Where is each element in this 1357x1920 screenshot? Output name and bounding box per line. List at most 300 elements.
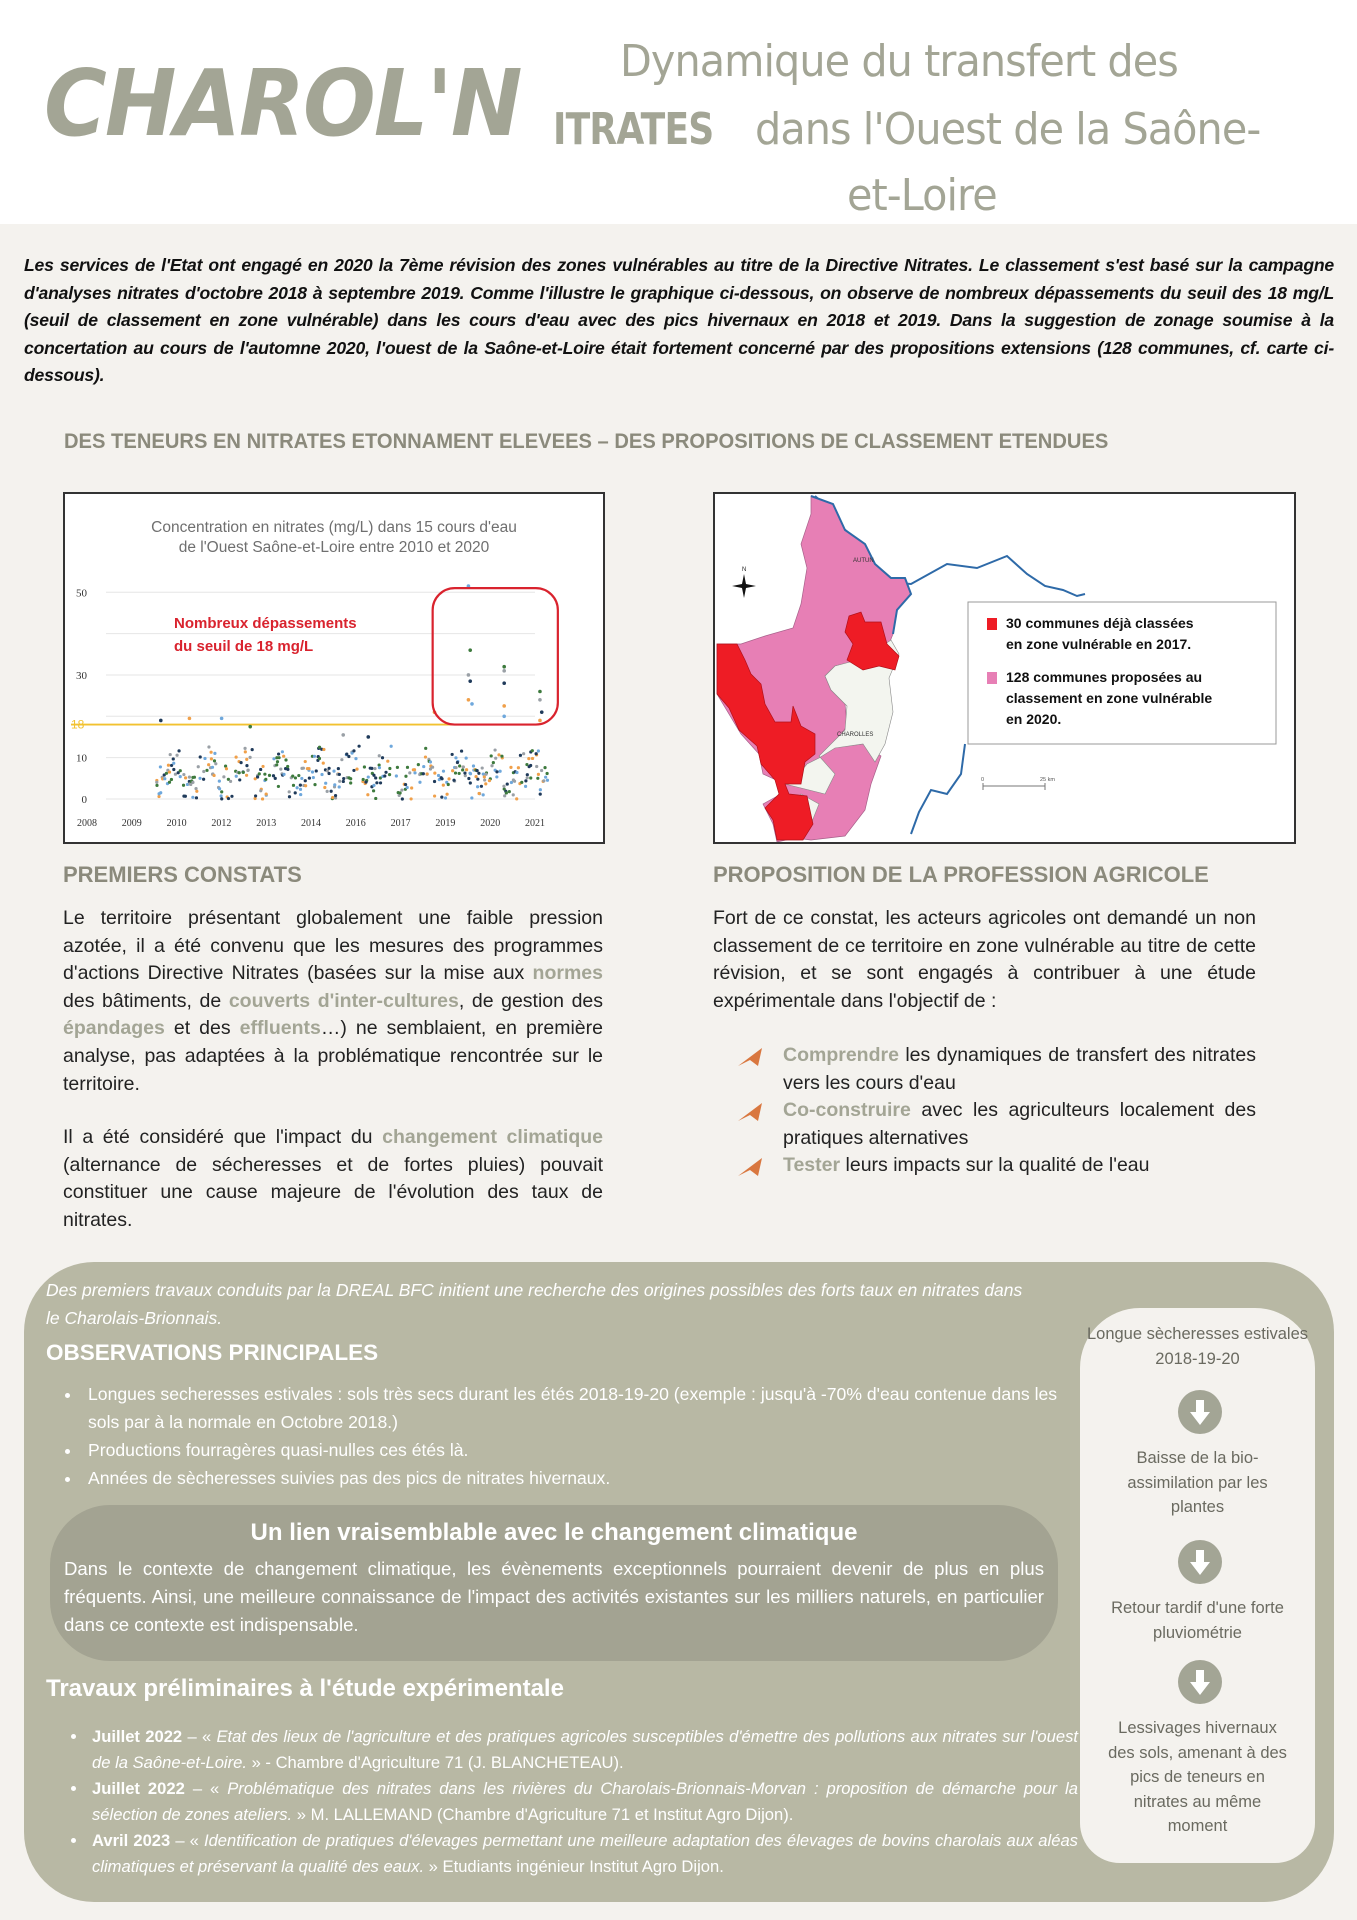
data-point bbox=[322, 762, 325, 765]
data-point bbox=[488, 779, 491, 782]
data-point bbox=[367, 775, 370, 778]
data-point bbox=[155, 784, 158, 787]
legend-proposed-line1: 128 communes proposées au bbox=[1006, 669, 1203, 685]
data-point bbox=[191, 796, 194, 799]
data-point-peak bbox=[366, 735, 370, 739]
data-point bbox=[536, 777, 539, 780]
travaux-date: Juillet 2022 bbox=[92, 1727, 183, 1746]
observations-list bbox=[54, 1380, 1072, 1492]
data-point bbox=[482, 772, 485, 775]
proposition-text: Fort de ce constat, les acteurs agricoles ont demandé un non classement de ce territoire en zone vulnérable au titre de cette révision, et se sont engagés à contribuer à une étude expérimentale dans l'objectif de : bbox=[713, 907, 1256, 1012]
objective-keyword: Co-construire bbox=[783, 1099, 911, 1122]
data-point bbox=[302, 767, 305, 770]
data-point bbox=[312, 776, 315, 779]
river-line-east bbox=[911, 744, 965, 834]
scale-end-label: 25 km bbox=[1040, 777, 1055, 783]
data-point bbox=[422, 765, 425, 768]
data-point bbox=[277, 785, 280, 788]
data-point bbox=[451, 753, 454, 756]
data-point bbox=[299, 788, 302, 791]
data-point bbox=[199, 755, 202, 758]
data-point bbox=[297, 774, 300, 777]
data-point bbox=[213, 759, 216, 762]
data-point bbox=[388, 773, 391, 776]
chart-title-line2: de l'Ouest Saône-et-Loire entre 2010 et 2020 bbox=[178, 539, 490, 556]
page-title-line2: dans l'Ouest de la Saône- bbox=[755, 104, 1261, 155]
data-point-peak bbox=[341, 733, 345, 737]
data-point bbox=[243, 747, 246, 750]
data-point bbox=[537, 749, 540, 752]
highlight-changement-climatique: changement climatique bbox=[382, 1126, 603, 1148]
data-point bbox=[535, 752, 538, 755]
data-point bbox=[210, 757, 213, 760]
data-point bbox=[370, 767, 373, 770]
data-point bbox=[424, 755, 427, 758]
data-point bbox=[324, 782, 327, 785]
data-point-peak bbox=[538, 698, 542, 702]
data-point bbox=[222, 775, 225, 778]
data-point bbox=[499, 770, 502, 773]
data-point bbox=[163, 777, 166, 780]
data-point bbox=[182, 784, 185, 787]
data-point bbox=[460, 749, 463, 752]
data-point bbox=[286, 768, 289, 771]
objective-text: leurs impacts sur la qualité de l'eau bbox=[840, 1154, 1150, 1177]
objective-keyword: Tester bbox=[783, 1154, 841, 1177]
data-point bbox=[447, 777, 450, 780]
data-point bbox=[512, 793, 515, 796]
intro-paragraph: Les services de l'Etat ont engagé en 2020 la 7ème révision des zones vulnérables au titre de la Directive Nitrates. Le classement s'est basé sur la campagne d'analyses nitrates d'octobre 2018 à septembre 2019. Comme l'illustre le graphique ci-dessous, on observe de nombreux dépassements du seuil des 18 mg/L (seuil de classement en zone vulnérable) dans les cours d'eau avec des pics hivernaux en 2018 et 2019. Dans la suggestion de zonage soumise à la concertation au cours de l'automne 2020, l'ouest de la Saône-et-Loire était fortement concerné par des propositions extensions (128 communes, cf. carte ci-dessous). bbox=[24, 255, 1334, 385]
data-point bbox=[452, 779, 455, 782]
text-run: des bâtiments, de bbox=[63, 989, 229, 1012]
data-point bbox=[159, 765, 162, 768]
data-point bbox=[363, 765, 366, 768]
data-point bbox=[323, 786, 326, 789]
city-label-autun: AUTUN bbox=[853, 558, 874, 564]
travaux-study-title: Problématique des nitrates dans les rivières du Charolais-Brionnais-Morvan : proposition de démarche pour la sélection de zones ateliers. bbox=[92, 1779, 1078, 1824]
data-point bbox=[212, 774, 215, 777]
data-point-peak bbox=[248, 725, 252, 729]
text-run: …) ne semblaient, en première analyse, pas adaptées à la problématique rencontrée sur le territoire. bbox=[63, 1017, 603, 1095]
data-point bbox=[461, 768, 464, 771]
data-point bbox=[467, 777, 470, 780]
data-point bbox=[502, 785, 505, 788]
data-point bbox=[454, 771, 457, 774]
data-point bbox=[165, 772, 168, 775]
data-point bbox=[169, 753, 172, 756]
objective-keyword: Comprendre bbox=[783, 1044, 899, 1066]
data-point bbox=[352, 749, 355, 752]
data-point bbox=[299, 793, 302, 796]
threshold-label: 18 bbox=[71, 717, 85, 732]
data-point bbox=[254, 794, 257, 797]
data-point bbox=[256, 775, 259, 778]
x-tick-label: 2012 bbox=[211, 818, 232, 829]
data-point bbox=[277, 756, 280, 759]
scale-bar bbox=[981, 777, 1055, 790]
data-point bbox=[274, 777, 277, 780]
data-point bbox=[184, 795, 187, 798]
legend-classified-line1: 30 communes déjà classées bbox=[1006, 615, 1194, 631]
data-point bbox=[203, 757, 206, 760]
data-point bbox=[338, 785, 341, 788]
data-point bbox=[469, 772, 472, 775]
data-point bbox=[383, 774, 386, 777]
data-point bbox=[424, 747, 427, 750]
data-point bbox=[292, 784, 295, 787]
data-point bbox=[484, 773, 487, 776]
data-point bbox=[431, 766, 434, 769]
data-point bbox=[458, 764, 461, 767]
data-point bbox=[304, 784, 307, 787]
data-point bbox=[195, 796, 198, 799]
data-point bbox=[191, 781, 194, 784]
data-point bbox=[395, 774, 398, 777]
brand-logo-text: CHAROL'N bbox=[44, 50, 521, 157]
travaux-item bbox=[88, 1724, 1078, 1776]
chart-annotation-line2: du seuil de 18 mg/L bbox=[174, 638, 314, 655]
arrow-bullet-icon bbox=[736, 1046, 764, 1068]
data-point bbox=[315, 769, 318, 772]
data-point bbox=[322, 748, 325, 751]
data-point bbox=[259, 789, 262, 792]
data-point bbox=[263, 773, 266, 776]
data-point bbox=[205, 769, 208, 772]
data-point bbox=[372, 789, 375, 792]
data-point bbox=[247, 769, 250, 772]
data-point bbox=[526, 776, 529, 779]
data-point bbox=[454, 766, 457, 769]
data-point bbox=[225, 767, 228, 770]
objectives-list bbox=[736, 1042, 1256, 1180]
data-point bbox=[429, 760, 432, 763]
city-label-charolles: CHAROLLES bbox=[837, 732, 874, 738]
data-point bbox=[264, 778, 267, 781]
data-point bbox=[508, 790, 511, 793]
data-point bbox=[202, 778, 205, 781]
arrow-bullet-icon bbox=[736, 1101, 764, 1123]
travaux-list bbox=[60, 1724, 1078, 1880]
data-point bbox=[519, 754, 522, 757]
down-arrow-icon bbox=[1178, 1660, 1222, 1704]
data-point bbox=[440, 796, 443, 799]
data-point-peak bbox=[502, 665, 506, 669]
data-point bbox=[167, 764, 170, 767]
data-point bbox=[481, 766, 484, 769]
data-point-peak bbox=[502, 704, 506, 708]
climate-link-text: Dans le contexte de changement climatique, les évènements exceptionnels pourraient devenir de plus en plus fréquents. Ainsi, une meilleure connaissance de l'impact des activités existantes sur les milliers naturels, en particulier dans ce contexte est indispensable. bbox=[64, 1558, 1044, 1635]
y-tick-label: 50 bbox=[76, 587, 87, 600]
page-title-line1: Dynamique du transfert des bbox=[620, 36, 1178, 87]
data-point bbox=[476, 769, 479, 772]
data-point bbox=[446, 793, 449, 796]
text-run: et des bbox=[164, 1017, 240, 1040]
data-point bbox=[272, 774, 275, 777]
section-heading: DES TENEURS EN NITRATES ETONNAMENT ELEVEES – DES PROPOSITIONS DE CLASSEMENT ETENDUES bbox=[64, 430, 1109, 453]
data-point bbox=[218, 787, 221, 790]
travaux-study-title: Identification de pratiques d'élevages permettant une meilleure adaptation des élevages de bovins charolais aux aléas climatiques et préservant la qualité des eaux. bbox=[92, 1831, 1078, 1876]
data-point bbox=[220, 790, 223, 793]
data-point bbox=[522, 752, 525, 755]
data-point bbox=[490, 764, 493, 767]
data-point bbox=[275, 763, 278, 766]
data-point bbox=[214, 762, 217, 765]
travaux-author: » Etudiants ingénieur Institut Agro Dijon. bbox=[424, 1857, 724, 1876]
data-point bbox=[373, 767, 376, 770]
data-point bbox=[349, 777, 352, 780]
data-point bbox=[413, 768, 416, 771]
travaux-study-title: Etat des lieux de l'agriculture et des pratiques agricoles susceptibles d'émettre des pollutions aux nitrates sur l'ouest de la Saône-et-Loire. bbox=[92, 1727, 1078, 1772]
data-point bbox=[258, 772, 261, 775]
data-point bbox=[526, 773, 529, 776]
data-point bbox=[509, 766, 512, 769]
data-point bbox=[318, 757, 321, 760]
data-point bbox=[515, 797, 518, 800]
data-point bbox=[458, 772, 461, 775]
page-header bbox=[0, 0, 1357, 224]
data-point bbox=[242, 771, 245, 774]
data-point bbox=[472, 764, 475, 767]
data-point bbox=[513, 780, 516, 783]
travaux-title: Travaux préliminaires à l'étude expérimentale bbox=[46, 1675, 564, 1702]
data-point bbox=[261, 765, 264, 768]
data-point bbox=[342, 777, 345, 780]
data-point bbox=[172, 762, 175, 765]
x-tick-label: 2009 bbox=[121, 818, 142, 829]
data-point bbox=[444, 796, 447, 799]
data-point bbox=[433, 794, 436, 797]
highlight-effluents: effluents bbox=[239, 1017, 321, 1040]
data-point bbox=[495, 770, 498, 773]
nitrate-chart bbox=[63, 492, 605, 844]
vulnerable-zone-map bbox=[713, 492, 1296, 844]
x-tick-label: 2010 bbox=[166, 818, 187, 829]
data-point bbox=[362, 778, 365, 781]
data-point bbox=[265, 792, 268, 795]
data-point bbox=[524, 779, 527, 782]
data-point bbox=[535, 765, 538, 768]
data-point bbox=[261, 797, 264, 800]
text-run: – « bbox=[182, 1727, 217, 1746]
data-point bbox=[540, 769, 543, 772]
x-tick-label: 2008 bbox=[77, 818, 97, 829]
data-point bbox=[372, 784, 375, 787]
highlight-box bbox=[433, 588, 558, 724]
data-point bbox=[307, 767, 310, 770]
data-point bbox=[413, 771, 416, 774]
observation-item: • Années de sècheresses suivies pas des pics de nitrates hivernaux. bbox=[82, 1464, 1072, 1492]
data-point-peak bbox=[502, 715, 506, 719]
map-canvas bbox=[715, 494, 1294, 842]
highlight-couverts: couverts d'inter-cultures bbox=[228, 989, 459, 1012]
data-point bbox=[476, 785, 479, 788]
data-point bbox=[259, 768, 262, 771]
data-point bbox=[506, 782, 509, 785]
objective-item bbox=[736, 1042, 1256, 1097]
data-point bbox=[282, 773, 285, 776]
data-point bbox=[497, 753, 500, 756]
data-point bbox=[465, 768, 468, 771]
data-point bbox=[433, 780, 436, 783]
travaux-date: Juillet 2022 bbox=[92, 1779, 185, 1798]
data-point bbox=[469, 781, 472, 784]
data-point-peak bbox=[538, 719, 542, 723]
travaux-date: Avril 2023 bbox=[92, 1831, 171, 1850]
data-point bbox=[463, 771, 466, 774]
data-point-peak bbox=[468, 679, 472, 683]
data-point bbox=[286, 765, 289, 768]
data-point bbox=[193, 776, 196, 779]
data-point bbox=[404, 783, 407, 786]
data-point bbox=[338, 780, 341, 783]
data-point bbox=[340, 758, 343, 761]
data-point bbox=[313, 783, 316, 786]
data-point bbox=[510, 781, 513, 784]
data-point bbox=[210, 751, 213, 754]
x-tick-label: 2017 bbox=[390, 818, 411, 829]
data-point bbox=[531, 757, 534, 760]
data-point bbox=[202, 770, 205, 773]
observations-intro: Des premiers travaux conduits par la DREAL BFC initient une recherche des origines possibles des forts taux en nitrates dans le Charolais-Brionnais. bbox=[46, 1280, 1023, 1328]
data-point bbox=[238, 771, 241, 774]
data-point bbox=[418, 781, 421, 784]
y-tick-label: 30 bbox=[76, 669, 87, 682]
data-point bbox=[396, 766, 399, 769]
x-tick-label: 2013 bbox=[256, 818, 277, 829]
climate-link-title: Un lien vraisemblable avec le changement climatique bbox=[250, 1519, 858, 1546]
data-point bbox=[230, 795, 233, 798]
data-point bbox=[462, 765, 465, 768]
data-point bbox=[159, 791, 162, 794]
data-point bbox=[527, 757, 530, 760]
data-point bbox=[544, 776, 547, 779]
data-point bbox=[503, 794, 506, 797]
down-arrow-icon bbox=[1178, 1540, 1222, 1584]
data-point bbox=[490, 754, 493, 757]
data-point bbox=[198, 777, 201, 780]
data-point bbox=[211, 766, 214, 769]
data-point-peak bbox=[540, 710, 544, 714]
data-point bbox=[524, 785, 527, 788]
data-point bbox=[245, 764, 248, 767]
data-point bbox=[454, 756, 457, 759]
data-point bbox=[442, 784, 445, 787]
data-point bbox=[333, 783, 336, 786]
data-point bbox=[320, 773, 323, 776]
data-point bbox=[410, 797, 413, 800]
flow-step: Lessivages hivernaux des sols, amenant à des pics de teneurs en nitrates au même moment bbox=[1108, 1719, 1287, 1835]
objective-text: les dynamiques de transfert des nitrates vers les cours d'eau bbox=[783, 1044, 1256, 1094]
data-point bbox=[442, 770, 445, 773]
data-point bbox=[311, 770, 314, 773]
data-point bbox=[194, 787, 197, 790]
causal-flow-panel bbox=[1080, 1308, 1315, 1863]
data-point-peak bbox=[502, 681, 506, 685]
data-point bbox=[197, 765, 200, 768]
objective-text: avec les agriculteurs localement des pratiques alternatives bbox=[783, 1099, 1256, 1149]
data-point bbox=[520, 781, 523, 784]
travaux-author: » M. LALLEMAND (Chambre d'Agriculture 71 et Institut Agro Dijon). bbox=[292, 1805, 794, 1824]
data-point bbox=[375, 781, 378, 784]
data-point bbox=[355, 767, 358, 770]
observations-title: OBSERVATIONS PRINCIPALES bbox=[46, 1340, 379, 1365]
data-point bbox=[546, 772, 549, 775]
data-point bbox=[465, 756, 468, 759]
data-point bbox=[531, 749, 534, 752]
data-point bbox=[272, 757, 275, 760]
data-point bbox=[182, 773, 185, 776]
data-point bbox=[218, 780, 221, 783]
data-point bbox=[426, 772, 429, 775]
y-tick-label: 10 bbox=[76, 752, 87, 765]
data-point bbox=[408, 771, 411, 774]
data-point bbox=[294, 791, 297, 794]
text-run: Il a été considéré que l'impact du bbox=[63, 1126, 383, 1148]
data-point bbox=[483, 778, 486, 781]
north-label: N bbox=[742, 567, 747, 573]
data-point bbox=[480, 785, 483, 788]
data-point-peak bbox=[538, 690, 542, 694]
data-point bbox=[207, 745, 210, 748]
data-point bbox=[235, 756, 238, 759]
legend-swatch-classified bbox=[987, 618, 997, 630]
travaux-author: » - Chambre d'Agriculture 71 (J. BLANCHETEAU). bbox=[246, 1753, 624, 1772]
data-point bbox=[245, 758, 248, 761]
travaux-item bbox=[88, 1828, 1078, 1880]
data-point bbox=[433, 772, 436, 775]
data-point bbox=[338, 773, 341, 776]
data-point bbox=[539, 793, 542, 796]
arrow-bullet-icon bbox=[736, 1156, 764, 1178]
y-tick-label: 0 bbox=[81, 794, 87, 806]
data-point bbox=[277, 752, 280, 755]
data-point bbox=[447, 783, 450, 786]
premiers-constats-p2 bbox=[63, 1124, 603, 1234]
data-point bbox=[245, 774, 248, 777]
data-point bbox=[179, 769, 182, 772]
data-point bbox=[349, 781, 352, 784]
data-point bbox=[299, 784, 302, 787]
text-run: Le territoire présentant globalement une faible pression azotée, il a été convenu que les mesures des programmes d'actions Directive Nitrates (basées sur la mise aux bbox=[63, 907, 603, 985]
data-point bbox=[342, 780, 345, 783]
data-point bbox=[227, 797, 230, 800]
data-point bbox=[483, 775, 486, 778]
x-tick-label: 2021 bbox=[525, 818, 545, 829]
flow-step: Baisse de la bio-assimilation par les plantes bbox=[1127, 1449, 1268, 1516]
x-tick-label: 2019 bbox=[435, 818, 456, 829]
data-point bbox=[379, 781, 382, 784]
data-point bbox=[477, 792, 480, 795]
map-legend bbox=[968, 602, 1276, 744]
data-point bbox=[374, 776, 377, 779]
data-point bbox=[364, 780, 367, 783]
down-arrow-icon bbox=[1178, 1390, 1222, 1434]
data-point bbox=[294, 776, 297, 779]
data-point-peak bbox=[188, 717, 192, 721]
data-point bbox=[347, 755, 350, 758]
proposition-title: PROPOSITION DE LA PROFESSION AGRICOLE bbox=[713, 862, 1209, 887]
data-point bbox=[406, 766, 409, 769]
highlight-normes: normes bbox=[532, 962, 603, 985]
data-point bbox=[406, 786, 409, 789]
data-point bbox=[334, 794, 337, 797]
data-point-peak bbox=[502, 669, 506, 673]
brand-suffix: ITRATES bbox=[553, 104, 714, 155]
data-point bbox=[529, 764, 532, 767]
data-point bbox=[219, 794, 222, 797]
data-point bbox=[493, 748, 496, 751]
data-point bbox=[238, 778, 241, 781]
